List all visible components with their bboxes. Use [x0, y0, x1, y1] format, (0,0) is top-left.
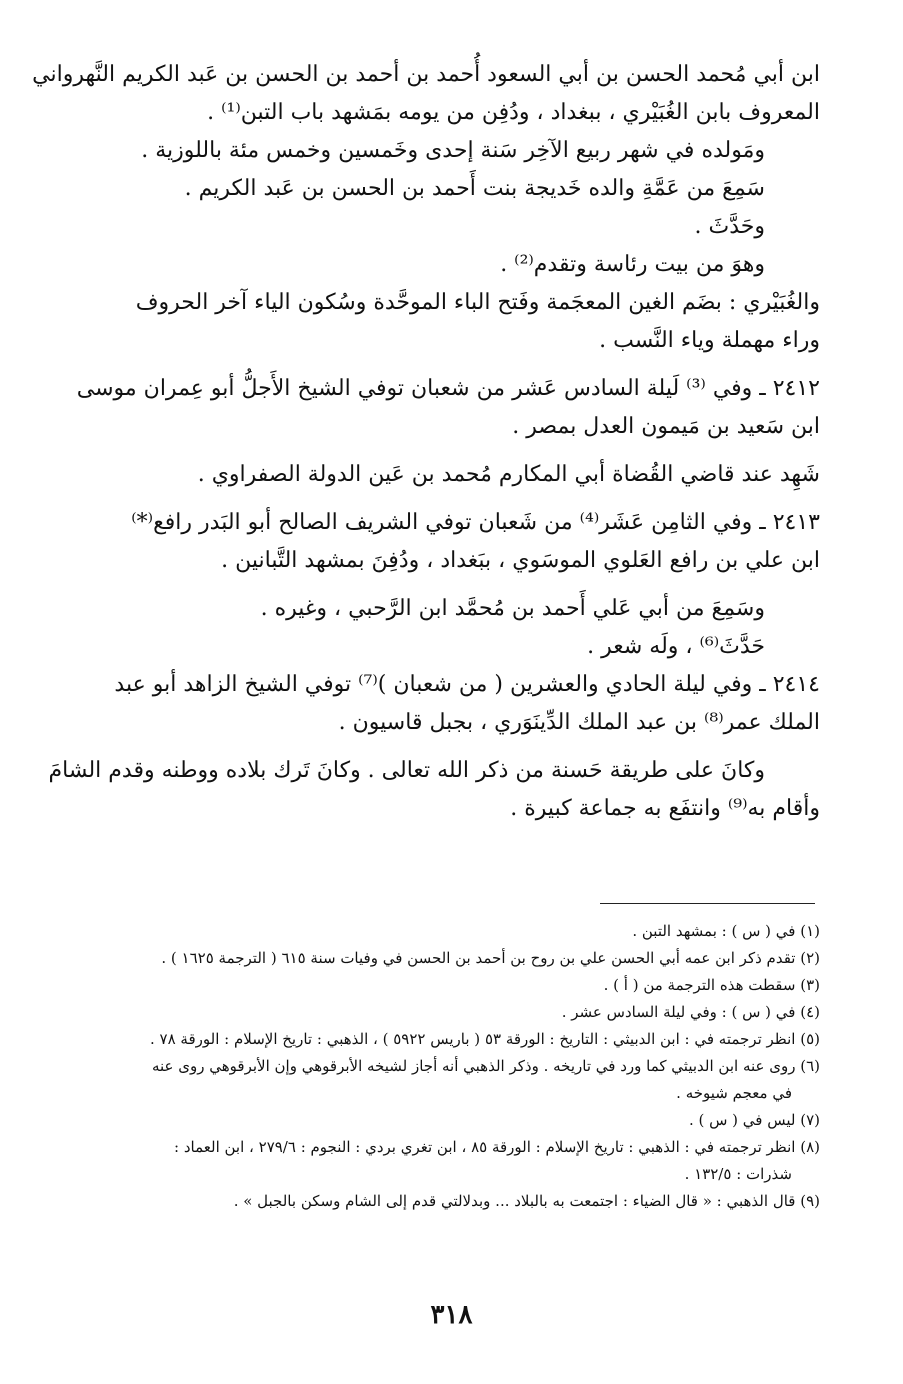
footnotes	[30, 918, 820, 1215]
footnote: (٧) ليس في ( س ) .	[688, 1111, 820, 1129]
footnote: (٤) في ( س ) : وفي ليلة السادس عشر .	[561, 1003, 820, 1021]
text-line: حَدَّثَ⁽⁶⁾ ، ولَه شعر .	[587, 634, 765, 659]
footnote: (٦) روى عنه ابن الدبيثي كما ورد في تاريخه . وذكر الذهبي أنه أجاز لشيخه الأبرقوهي وإن الأبرقوهي روى عنه	[151, 1057, 820, 1075]
text-line: وهوَ من بيت رئاسة وتقدم⁽²⁾ .	[500, 252, 765, 277]
text-line: المعروف بابن الغُبَيْري ، ببغداد ، ودُفِن من يومه بمَشهد باب التبن⁽¹⁾ .	[207, 100, 820, 125]
footnote: (٩) قال الذهبي : « قال الضياء : اجتمعت به بالبلاد ... وبدلالتي قدم إلى الشام وسكن بالجبل » .	[233, 1192, 820, 1210]
text-line: وسَمِعَ من أبي عَلي أَحمد بن مُحمَّد ابن الرَّحبي ، وغيره .	[260, 596, 765, 621]
text-line: والغُبَيْري : بضَم الغين المعجَمة وفَتح الباء الموحَّدة وسُكون الياء آخر الحروف	[135, 290, 820, 315]
main-text	[30, 56, 820, 828]
text-line: ومَولده في شهر ربيع الآخِر سَنة إحدى وخَمسين وخمس مئة باللوزية .	[141, 138, 765, 163]
text-line: وكانَ على طريقة حَسنة من ذكر الله تعالى . وكانَ تَرك بلاده ووطنه وقدم الشامَ	[48, 758, 765, 783]
footnote: (٨) انظر ترجمته في : الذهبي : تاريخ الإسلام : الورقة ٨٥ ، ابن تغري بردي : النجوم : ٢٧٩/٦ ، ابن العماد :	[174, 1138, 820, 1156]
footnote: (٣) سقطت هذه الترجمة من ( أ ) .	[603, 976, 820, 994]
text-line: شَهِد عند قاضي القُضاة أبي المكارم مُحمد بن عَين الدولة الصفراوي .	[197, 462, 820, 487]
footnote: (١) في ( س ) : بمشهد التبن .	[632, 922, 820, 940]
footnote-continuation: في معجم شيوخه .	[676, 1084, 792, 1102]
entry-2414-heading: ٢٤١٤ ـ وفي ليلة الحادي والعشرين ( من شعبان )⁽⁷⁾ توفي الشيخ الزاهد أبو عبد	[114, 672, 820, 697]
text-line: الملك عمر⁽⁸⁾ بن عبد الملك الدِّينَوَري ، بجبل قاسيون .	[338, 710, 820, 735]
footnote: (٥) انظر ترجمته في : ابن الدبيثي : التاريخ : الورقة ٥٣ ( باريس ٥٩٢٢ ) ، الذهبي : تاريخ الإسلام : الورقة ٧٨ .	[149, 1030, 820, 1048]
footnote-continuation: شذرات : ١٣٢/٥ .	[684, 1165, 792, 1183]
text-line: سَمِعَ من عَمَّةِ والده خَديجة بنت أَحمد بن الحسن بن عَبد الكريم .	[184, 176, 765, 201]
text-line: ابن أبي مُحمد الحسن بن أبي السعود أُحمد بن أحمد بن الحسن بن عَبد الكريم النَّهرواني	[32, 62, 820, 87]
entry-2412-heading: ٢٤١٢ ـ وفي ⁽³⁾ لَيلة السادس عَشر من شعبان توفي الشيخ الأَجلُّ أبو عِمران موسى	[76, 376, 820, 401]
footnote: (٢) تقدم ذكر ابن عمه أبي الحسن علي بن روح بن أحمد بن الحسن في وفيات سنة ٦١٥ ( الترجمة ١٦٢٥ ) .	[161, 949, 820, 967]
text-line: وأقام به⁽⁹⁾ وانتفَع به جماعة كبيرة .	[510, 796, 820, 821]
footnote-divider	[600, 903, 815, 904]
text-line: وراء مهملة وياء النَّسب .	[599, 328, 820, 353]
page-number: ٣١٨	[430, 1300, 473, 1330]
text-line: وحَدَّثَ .	[694, 214, 765, 239]
text-line: ابن علي بن رافع العَلوي الموسَوي ، ببَغداد ، ودُفِنَ بمشهد التَّبانين .	[221, 548, 820, 573]
entry-2413-heading: ٢٤١٣ ـ وفي الثامِن عَشَر⁽⁴⁾ من شَعبان توفي الشريف الصالح أبو البَدر رافع⁽*⁾	[131, 510, 820, 535]
text-line: ابن سَعيد بن مَيمون العدل بمصر .	[512, 414, 820, 439]
